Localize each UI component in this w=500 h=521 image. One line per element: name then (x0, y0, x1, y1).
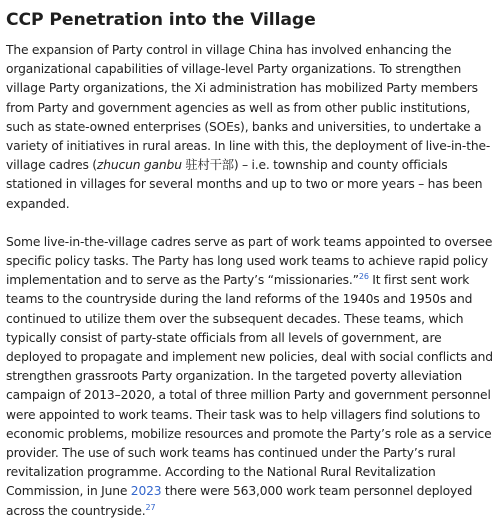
paragraph-text: It first sent work teams to the countryside during the land reforms of the 1940s and 1950s and continued to utilize them over the subsequent decades. These teams, which typically consist of party-state officials from all levels of government, are deployed to propagate and implement new policies, deal with social conflicts and strengthen grassroots Party organization. In the targeted poverty alleviation campaign of 2013–2020, a total of three million Party and government personnel were appointed to work teams. Their task was to help villagers find solutions to economic problems, mobilize resources and promote the Party’s role as a service provider. The use of such work teams has continued under the Party’s rural revitalization programme. According to the National Rural Revitalization Commission, in June (6, 273, 493, 499)
section-heading: CCP Penetration into the Village (6, 10, 316, 30)
pinyin-term: zhucun ganbu (96, 158, 182, 173)
paragraph-text: Some live-in-the-village cadres serve as part of work teams appointed to oversee specific policy tasks. The Party has long used work teams to achieve rapid policy implementation and to serve as the Party’s “missionaries.” (6, 234, 493, 288)
paragraph-text: ) – i.e. township and county officials stationed in villages for several months and up to two or more years – has been expanded. (6, 158, 483, 211)
paragraph-work-teams (6, 233, 494, 521)
paragraph-text: The expansion of Party control in village China has involved enhancing the organizational capabilities of village-level Party organizations. To strengthen village Party organizations, the Xi administration has mobilized Party members from Party and government agencies as well as from other public institutions, such as state-owned enterprises (SOEs), banks and universities, to undertake a variety of initiatives in rural areas. In line with this, the deployment of live-in-the-village cadres ( (6, 43, 491, 173)
footnote-ref-27[interactable]: 27 (145, 502, 156, 512)
chinese-term: 驻村干部 (181, 158, 234, 173)
footnote-ref-26[interactable]: 26 (358, 272, 369, 282)
year-link-2023[interactable]: 2023 (130, 484, 162, 499)
paragraph-text: there were 563,000 work team personnel deployed across the countryside. (6, 484, 473, 518)
paragraph-party-control (6, 41, 494, 214)
